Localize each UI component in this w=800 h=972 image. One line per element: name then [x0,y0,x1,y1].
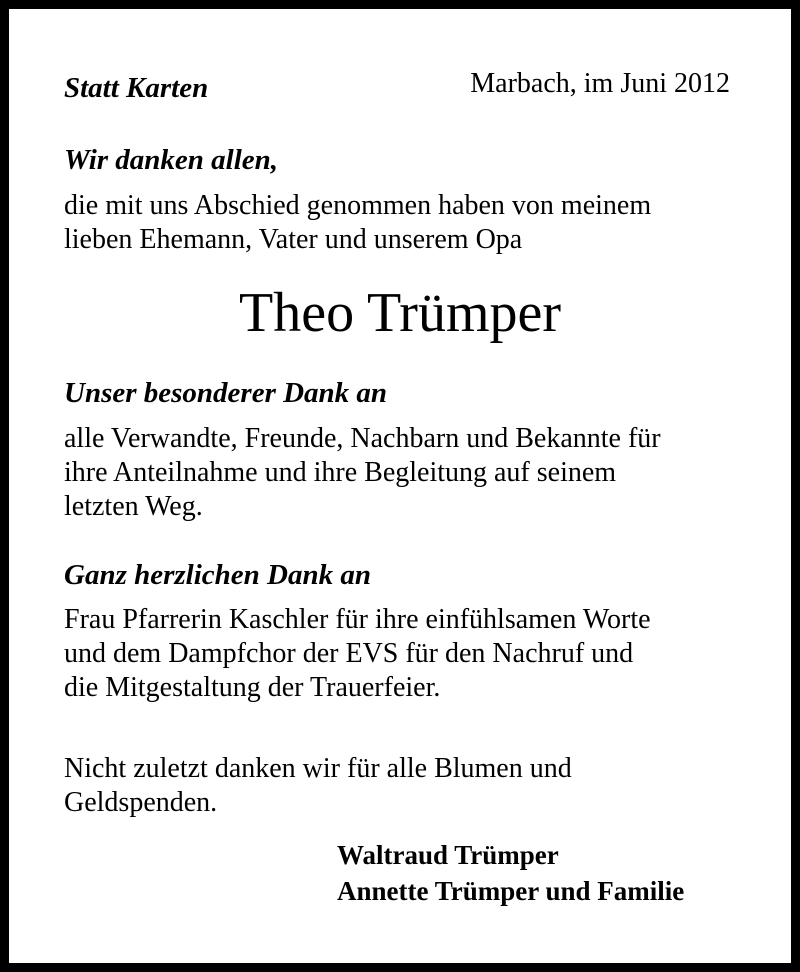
deceased-name: Theo Trümper [239,282,561,344]
header-left: Statt Karten [64,72,209,104]
section3-heading: Ganz herzlichen Dank an [64,559,371,591]
closing-line: Geldspenden. [64,787,218,818]
section2-text [64,422,754,524]
signature-name: Waltraud Trümper [337,840,559,870]
section1-line: lieben Ehemann, Vater und unserem Opa [64,224,523,255]
header-date: Marbach, im Juni 2012 [470,68,730,99]
section2-line: ihre Anteilnahme und ihre Begleitung auf seinem [64,457,617,488]
section1-text [64,189,754,257]
signature-family: Annette Trümper und Familie [337,876,685,906]
closing-text [64,752,754,820]
section2-heading: Unser besonderer Dank an [64,377,388,409]
section3-line: und dem Dampfchor der EVS für den Nachruf und [64,638,634,669]
section3-line: Frau Pfarrerin Kaschler für ihre einfühlsamen Worte [64,604,651,635]
section1-heading: Wir danken allen, [64,144,279,176]
section2-line: letzten Weg. [64,491,203,522]
section3-line: die Mitgestaltung der Trauerfeier. [64,672,441,703]
closing-line: Nicht zuletzt danken wir für alle Blumen und [64,753,572,784]
section3-text [64,603,754,705]
section2-line: alle Verwandte, Freunde, Nachbarn und Bekannte für [64,423,661,454]
notice-card [9,9,791,963]
section1-line: die mit uns Abschied genommen haben von meinem [64,190,652,221]
